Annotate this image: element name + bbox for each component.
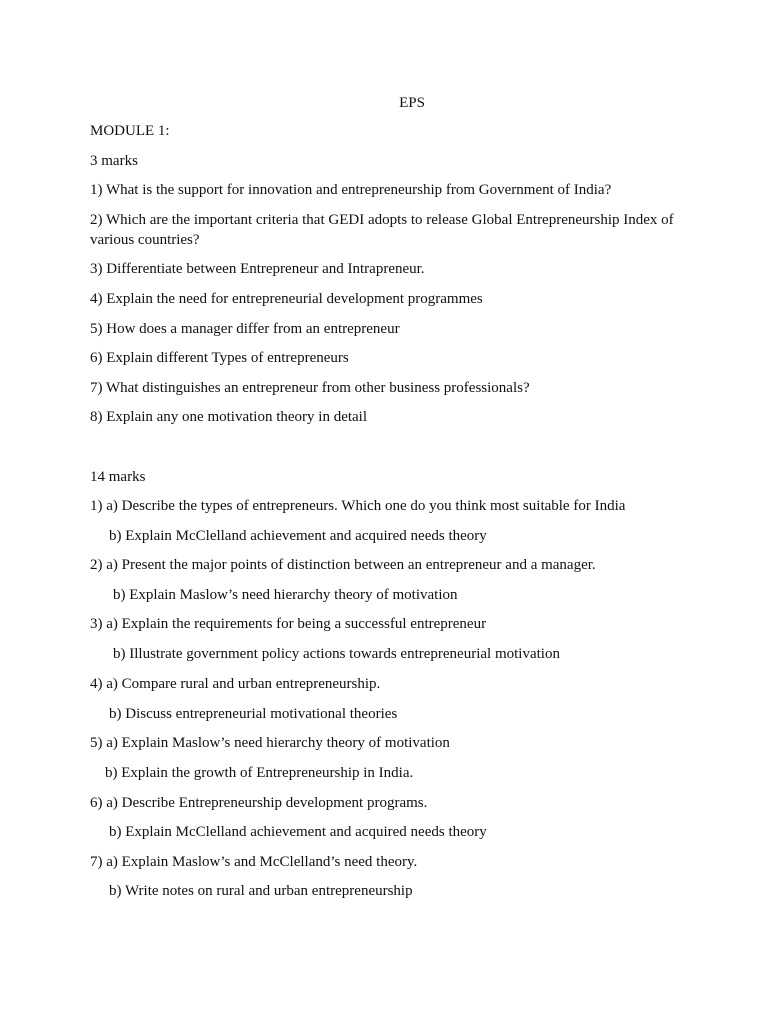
question-14m-4-a: 4) a) Compare rural and urban entrepreneurship. — [90, 676, 381, 692]
question-14m-2-a: 2) a) Present the major points of distinction between an entrepreneur and a manager. — [90, 557, 596, 573]
question-14m-7-b: b) Write notes on rural and urban entrepreneurship — [109, 883, 413, 899]
question-14m-1-b: b) Explain McClelland achievement and acquired needs theory — [109, 528, 487, 544]
question-14m-7-a: 7) a) Explain Maslow’s and McClelland’s need theory. — [90, 854, 418, 870]
question-3m-6: 6) Explain different Types of entrepreneurs — [90, 350, 349, 366]
question-14m-2-b: b) Explain Maslow’s need hierarchy theory of motivation — [113, 587, 458, 603]
question-3m-4: 4) Explain the need for entrepreneurial development programmes — [90, 291, 483, 307]
question-14m-1-a: 1) a) Describe the types of entrepreneurs. Which one do you think most suitable for India — [90, 498, 626, 514]
question-14m-6-b: b) Explain McClelland achievement and acquired needs theory — [109, 824, 487, 840]
section-heading-14-marks: 14 marks — [90, 469, 146, 485]
question-14m-5-b: b) Explain the growth of Entrepreneurship in India. — [105, 765, 414, 781]
question-3m-8: 8) Explain any one motivation theory in detail — [90, 409, 368, 425]
document-title: EPS — [399, 95, 425, 111]
section-heading-3-marks: 3 marks — [90, 153, 138, 169]
question-14m-6-a: 6) a) Describe Entrepreneurship development programs. — [90, 795, 428, 811]
module-heading: MODULE 1: — [90, 123, 170, 139]
question-3m-2: 2) Which are the important criteria that GEDI adopts to release Global Entrepreneurship Index of various countries? — [90, 212, 674, 248]
question-14m-3-b: b) Illustrate government policy actions towards entrepreneurial motivation — [113, 646, 560, 662]
question-14m-5-a: 5) a) Explain Maslow’s need hierarchy theory of motivation — [90, 735, 450, 751]
question-3m-1: 1) What is the support for innovation and entrepreneurship from Government of India? — [90, 182, 612, 198]
question-3m-3: 3) Differentiate between Entrepreneur and Intrapreneur. — [90, 261, 425, 277]
question-3m-5: 5) How does a manager differ from an entrepreneur — [90, 321, 400, 337]
question-14m-4-b: b) Discuss entrepreneurial motivational theories — [109, 706, 398, 722]
question-14m-3-a: 3) a) Explain the requirements for being a successful entrepreneur — [90, 616, 487, 632]
question-3m-7: 7) What distinguishes an entrepreneur from other business professionals? — [90, 380, 530, 396]
